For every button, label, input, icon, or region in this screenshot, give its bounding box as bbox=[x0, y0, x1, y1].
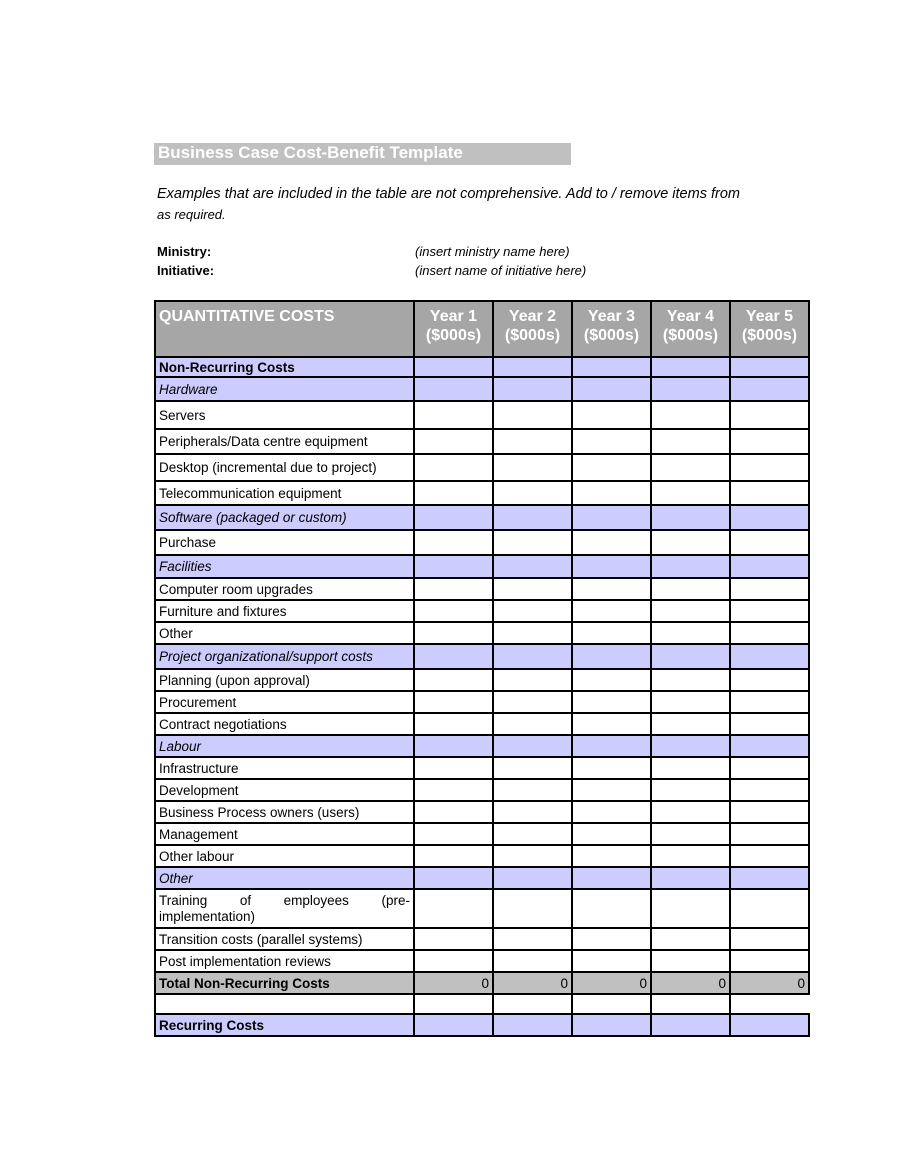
year-3-cell[interactable] bbox=[572, 600, 651, 622]
year-3-cell bbox=[572, 867, 651, 889]
year-5-cell[interactable] bbox=[730, 823, 809, 845]
year-4-cell[interactable] bbox=[651, 578, 730, 600]
ministry-label: Ministry: bbox=[157, 244, 212, 259]
year-1-cell bbox=[414, 357, 493, 377]
year-2-cell[interactable] bbox=[493, 823, 572, 845]
year-4-cell[interactable] bbox=[651, 757, 730, 779]
header-year-5 bbox=[730, 301, 809, 357]
table-row bbox=[155, 454, 809, 481]
category-row bbox=[155, 377, 809, 401]
row-label: Furniture and fixtures bbox=[155, 600, 414, 622]
table-row bbox=[155, 401, 809, 429]
year-4-cell bbox=[651, 644, 730, 669]
year-1-cell[interactable] bbox=[414, 578, 493, 600]
year-2-cell[interactable] bbox=[493, 401, 572, 429]
year-1-cell[interactable] bbox=[414, 481, 493, 505]
year-2-cell[interactable] bbox=[493, 578, 572, 600]
year-5-cell[interactable] bbox=[730, 757, 809, 779]
instructions-line-1: Examples that are included in the table are not comprehensive. Add to / remove items from bbox=[157, 186, 740, 202]
year-3-cell[interactable] bbox=[572, 622, 651, 644]
table-row bbox=[155, 928, 809, 950]
table-row bbox=[155, 622, 809, 644]
year-1-cell[interactable] bbox=[414, 401, 493, 429]
table-row bbox=[155, 578, 809, 600]
year-5-cell bbox=[730, 735, 809, 757]
year-1-cell bbox=[414, 644, 493, 669]
year-1-cell[interactable] bbox=[414, 889, 493, 928]
year-4-cell[interactable] bbox=[651, 530, 730, 555]
year-1-cell[interactable] bbox=[414, 823, 493, 845]
year-1-cell[interactable] bbox=[414, 600, 493, 622]
section-row bbox=[155, 357, 809, 377]
year-2-cell[interactable] bbox=[493, 779, 572, 801]
row-label: Other bbox=[155, 622, 414, 644]
row-label: Business Process owners (users) bbox=[155, 801, 414, 823]
table-row bbox=[155, 481, 809, 505]
row-label: Training of employees (pre-implementation) bbox=[155, 889, 414, 928]
year-1-cell bbox=[414, 505, 493, 530]
year-1-cell[interactable] bbox=[414, 429, 493, 454]
year-5-cell[interactable] bbox=[730, 889, 809, 928]
year-4-cell bbox=[651, 357, 730, 377]
year-5-cell[interactable] bbox=[730, 454, 809, 481]
year-1-cell[interactable] bbox=[414, 530, 493, 555]
year-3-cell[interactable] bbox=[572, 691, 651, 713]
year-3-cell[interactable] bbox=[572, 801, 651, 823]
instructions-line-2: as required. bbox=[157, 207, 226, 222]
year-5-cell[interactable] bbox=[730, 779, 809, 801]
year-2-cell[interactable] bbox=[493, 845, 572, 867]
year-2-cell[interactable] bbox=[493, 757, 572, 779]
header-year-1 bbox=[414, 301, 493, 357]
row-label: Development bbox=[155, 779, 414, 801]
year-2-cell[interactable] bbox=[493, 429, 572, 454]
ministry-value[interactable]: (insert ministry name here) bbox=[415, 244, 570, 259]
year-1-cell bbox=[414, 867, 493, 889]
row-label: Planning (upon approval) bbox=[155, 669, 414, 691]
year-4-cell[interactable] bbox=[651, 779, 730, 801]
year-name: Year 4 bbox=[666, 308, 715, 325]
header-quantitative-costs: QUANTITATIVE COSTS bbox=[155, 301, 414, 357]
row-label: Project organizational/support costs bbox=[155, 644, 414, 669]
year-2-cell[interactable] bbox=[493, 928, 572, 950]
table-row bbox=[155, 691, 809, 713]
year-5-cell[interactable] bbox=[730, 600, 809, 622]
year-4-cell bbox=[651, 505, 730, 530]
row-label: Procurement bbox=[155, 691, 414, 713]
year-5-cell bbox=[730, 994, 809, 1014]
category-row bbox=[155, 505, 809, 530]
category-row bbox=[155, 555, 809, 578]
year-1-cell bbox=[414, 555, 493, 578]
year-3-cell[interactable] bbox=[572, 713, 651, 735]
year-1-cell: 0 bbox=[414, 972, 493, 994]
total-row bbox=[155, 972, 809, 994]
year-2-cell[interactable] bbox=[493, 454, 572, 481]
row-label: Peripherals/Data centre equipment bbox=[155, 429, 414, 454]
year-4-cell[interactable] bbox=[651, 481, 730, 505]
year-5-cell[interactable] bbox=[730, 801, 809, 823]
row-label: Management bbox=[155, 823, 414, 845]
category-row bbox=[155, 644, 809, 669]
year-5-cell bbox=[730, 1014, 809, 1036]
year-1-cell bbox=[414, 1014, 493, 1036]
year-3-cell: 0 bbox=[572, 972, 651, 994]
year-3-cell bbox=[572, 1014, 651, 1036]
row-label: Telecommunication equipment bbox=[155, 481, 414, 505]
year-2-cell bbox=[493, 377, 572, 401]
year-3-cell[interactable] bbox=[572, 823, 651, 845]
category-row bbox=[155, 867, 809, 889]
year-3-cell[interactable] bbox=[572, 429, 651, 454]
year-1-cell[interactable] bbox=[414, 669, 493, 691]
year-3-cell[interactable] bbox=[572, 779, 651, 801]
year-4-cell[interactable] bbox=[651, 691, 730, 713]
year-1-cell[interactable] bbox=[414, 622, 493, 644]
year-4-cell[interactable] bbox=[651, 454, 730, 481]
row-label: Post implementation reviews bbox=[155, 950, 414, 972]
year-2-cell bbox=[493, 994, 572, 1014]
year-4-cell bbox=[651, 994, 730, 1014]
row-label: Purchase bbox=[155, 530, 414, 555]
year-5-cell: 0 bbox=[730, 972, 809, 994]
year-4-cell[interactable] bbox=[651, 928, 730, 950]
title-bar bbox=[154, 143, 571, 165]
year-5-cell[interactable] bbox=[730, 713, 809, 735]
year-2-cell[interactable] bbox=[493, 691, 572, 713]
row-label: Total Non-Recurring Costs bbox=[155, 972, 414, 994]
year-3-cell[interactable] bbox=[572, 401, 651, 429]
year-4-cell: 0 bbox=[651, 972, 730, 994]
year-5-cell bbox=[730, 377, 809, 401]
year-3-cell[interactable] bbox=[572, 454, 651, 481]
year-1-cell[interactable] bbox=[414, 779, 493, 801]
year-3-cell bbox=[572, 644, 651, 669]
year-5-cell[interactable] bbox=[730, 950, 809, 972]
year-2-cell[interactable] bbox=[493, 801, 572, 823]
year-1-cell bbox=[414, 735, 493, 757]
year-1-cell bbox=[414, 994, 493, 1014]
year-1-cell[interactable] bbox=[414, 928, 493, 950]
year-4-cell[interactable] bbox=[651, 429, 730, 454]
year-2-cell[interactable] bbox=[493, 950, 572, 972]
spacer-row bbox=[155, 994, 809, 1014]
year-2-cell bbox=[493, 867, 572, 889]
category-row bbox=[155, 735, 809, 757]
year-4-cell[interactable] bbox=[651, 713, 730, 735]
row-label: Infrastructure bbox=[155, 757, 414, 779]
table-row bbox=[155, 950, 809, 972]
year-5-cell bbox=[730, 555, 809, 578]
table-row bbox=[155, 600, 809, 622]
year-4-cell bbox=[651, 377, 730, 401]
year-5-cell[interactable] bbox=[730, 578, 809, 600]
year-name: Year 2 bbox=[508, 308, 557, 325]
year-3-cell[interactable] bbox=[572, 669, 651, 691]
year-3-cell[interactable] bbox=[572, 530, 651, 555]
year-4-cell[interactable] bbox=[651, 401, 730, 429]
year-2-cell[interactable] bbox=[493, 669, 572, 691]
year-4-cell[interactable] bbox=[651, 950, 730, 972]
year-2-cell[interactable] bbox=[493, 530, 572, 555]
section-row bbox=[155, 1014, 809, 1036]
year-5-cell[interactable] bbox=[730, 845, 809, 867]
year-3-cell[interactable] bbox=[572, 889, 651, 928]
year-1-cell[interactable] bbox=[414, 950, 493, 972]
year-1-cell[interactable] bbox=[414, 454, 493, 481]
year-2-cell[interactable] bbox=[493, 889, 572, 928]
year-1-cell bbox=[414, 377, 493, 401]
year-3-cell[interactable] bbox=[572, 950, 651, 972]
year-4-cell[interactable] bbox=[651, 669, 730, 691]
year-name: Year 1 bbox=[429, 308, 478, 325]
year-5-cell[interactable] bbox=[730, 429, 809, 454]
year-unit: ($000s) bbox=[504, 327, 561, 344]
row-label: Hardware bbox=[155, 377, 414, 401]
year-4-cell[interactable] bbox=[651, 889, 730, 928]
year-5-cell[interactable] bbox=[730, 928, 809, 950]
year-3-cell[interactable] bbox=[572, 481, 651, 505]
year-2-cell bbox=[493, 1014, 572, 1036]
year-3-cell bbox=[572, 357, 651, 377]
year-5-cell bbox=[730, 644, 809, 669]
row-label: Computer room upgrades bbox=[155, 578, 414, 600]
year-5-cell bbox=[730, 505, 809, 530]
year-name: Year 5 bbox=[745, 308, 794, 325]
year-4-cell bbox=[651, 1014, 730, 1036]
table-header-row bbox=[155, 301, 809, 357]
year-name: Year 3 bbox=[587, 308, 636, 325]
year-4-cell[interactable] bbox=[651, 600, 730, 622]
table-row bbox=[155, 779, 809, 801]
year-2-cell bbox=[493, 644, 572, 669]
year-unit: ($000s) bbox=[741, 327, 798, 344]
table-row bbox=[155, 713, 809, 735]
table-row bbox=[155, 757, 809, 779]
row-label: Servers bbox=[155, 401, 414, 429]
header-year-2 bbox=[493, 301, 572, 357]
year-2-cell bbox=[493, 555, 572, 578]
year-5-cell bbox=[730, 357, 809, 377]
year-3-cell[interactable] bbox=[572, 578, 651, 600]
year-unit: ($000s) bbox=[583, 327, 640, 344]
year-3-cell bbox=[572, 735, 651, 757]
row-label: Desktop (incremental due to project) bbox=[155, 454, 414, 481]
initiative-value[interactable]: (insert name of initiative here) bbox=[415, 263, 587, 278]
table-row bbox=[155, 845, 809, 867]
row-label bbox=[155, 994, 414, 1014]
table-row bbox=[155, 669, 809, 691]
row-label: Transition costs (parallel systems) bbox=[155, 928, 414, 950]
year-2-cell[interactable] bbox=[493, 713, 572, 735]
year-1-cell[interactable] bbox=[414, 691, 493, 713]
year-unit: ($000s) bbox=[425, 327, 482, 344]
year-5-cell[interactable] bbox=[730, 669, 809, 691]
year-5-cell[interactable] bbox=[730, 691, 809, 713]
year-3-cell bbox=[572, 505, 651, 530]
initiative-label: Initiative: bbox=[157, 263, 215, 278]
year-2-cell[interactable] bbox=[493, 600, 572, 622]
quantitative-costs-table bbox=[154, 300, 810, 1037]
year-4-cell bbox=[651, 867, 730, 889]
year-5-cell bbox=[730, 867, 809, 889]
year-4-cell[interactable] bbox=[651, 845, 730, 867]
header-year-4 bbox=[651, 301, 730, 357]
year-2-cell bbox=[493, 357, 572, 377]
table-row bbox=[155, 823, 809, 845]
row-label: Recurring Costs bbox=[155, 1014, 414, 1036]
row-label: Contract negotiations bbox=[155, 713, 414, 735]
page-title: Business Case Cost-Benefit Template bbox=[158, 143, 463, 162]
table-row bbox=[155, 429, 809, 454]
year-unit: ($000s) bbox=[662, 327, 719, 344]
year-2-cell[interactable] bbox=[493, 622, 572, 644]
year-5-cell[interactable] bbox=[730, 481, 809, 505]
year-5-cell[interactable] bbox=[730, 622, 809, 644]
year-2-cell: 0 bbox=[493, 972, 572, 994]
row-label: Non-Recurring Costs bbox=[155, 357, 414, 377]
table-row bbox=[155, 889, 809, 928]
year-2-cell bbox=[493, 735, 572, 757]
year-3-cell bbox=[572, 555, 651, 578]
year-4-cell[interactable] bbox=[651, 622, 730, 644]
row-label: Other labour bbox=[155, 845, 414, 867]
year-4-cell bbox=[651, 555, 730, 578]
row-label: Software (packaged or custom) bbox=[155, 505, 414, 530]
year-5-cell[interactable] bbox=[730, 530, 809, 555]
year-1-cell[interactable] bbox=[414, 713, 493, 735]
table-row bbox=[155, 801, 809, 823]
year-3-cell bbox=[572, 377, 651, 401]
row-label: Labour bbox=[155, 735, 414, 757]
row-label: Other bbox=[155, 867, 414, 889]
year-3-cell[interactable] bbox=[572, 845, 651, 867]
year-1-cell[interactable] bbox=[414, 757, 493, 779]
header-year-3 bbox=[572, 301, 651, 357]
year-4-cell[interactable] bbox=[651, 823, 730, 845]
table-row bbox=[155, 530, 809, 555]
year-4-cell[interactable] bbox=[651, 801, 730, 823]
year-3-cell[interactable] bbox=[572, 757, 651, 779]
year-2-cell[interactable] bbox=[493, 481, 572, 505]
year-3-cell bbox=[572, 994, 651, 1014]
year-4-cell bbox=[651, 735, 730, 757]
year-3-cell[interactable] bbox=[572, 928, 651, 950]
year-5-cell[interactable] bbox=[730, 401, 809, 429]
row-label: Facilities bbox=[155, 555, 414, 578]
year-2-cell bbox=[493, 505, 572, 530]
year-1-cell[interactable] bbox=[414, 845, 493, 867]
year-1-cell[interactable] bbox=[414, 801, 493, 823]
table-body bbox=[155, 357, 809, 1036]
